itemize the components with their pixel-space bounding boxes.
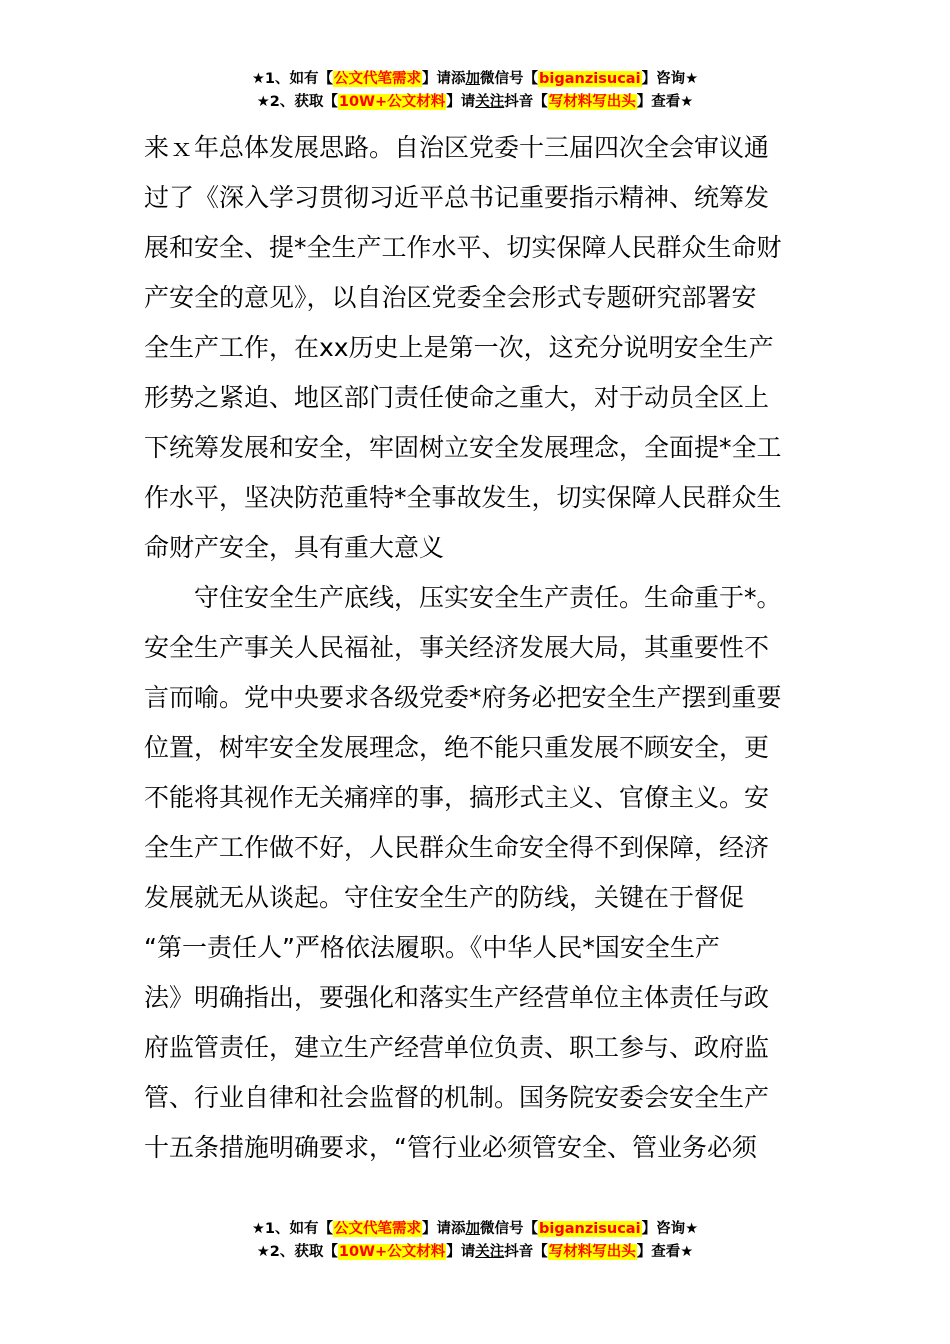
paragraph-line: 管、行业自律和社会监督的机制。国务院安委会安全生产 (144, 1083, 770, 1112)
paragraph-line: 产安全的意见》，以自治区党委全会形式专题研究部署安 (144, 283, 757, 312)
wechat-id: biganzisucai (539, 1221, 641, 1237)
paragraph-line: 位置，树牢安全发展理念，绝不能只重发展不顾安全，更 (144, 733, 770, 762)
paragraph-line: 命财产安全，具有重大意义 (144, 533, 445, 562)
document-body (144, 123, 804, 1173)
paragraph-line: 全生产工作做不好，人民群众生命安全得不到保障，经济 (144, 833, 770, 862)
highlight-materials: 10W+公文材料 (338, 1244, 446, 1260)
highlight-service: 公文代笔需求 (334, 71, 422, 87)
paragraph-line: 形势之紧迫、地区部门责任使命之重大，对于动员全区上 (144, 383, 770, 412)
highlight-materials: 10W+公文材料 (338, 94, 446, 110)
footer-banner (0, 1218, 950, 1264)
paragraph-line: 十五条措施明确要求，“管行业必须管安全、管业务必须 (144, 1133, 757, 1162)
highlight-service: 公文代笔需求 (334, 1221, 422, 1237)
header-line-2: ★2、获取【10W+公文材料】请关注抖音【写材料写出头】查看★ (256, 94, 694, 110)
paragraph-line: 全生产工作，在xx历史上是第一次，这充分说明安全生产 (144, 333, 774, 362)
header-banner (0, 68, 950, 114)
douyin-account: 写材料写出头 (548, 1244, 636, 1260)
paragraph-line: 过了《深入学习贯彻习近平总书记重要指示精神、统筹发 (144, 183, 770, 212)
wechat-id: biganzisucai (539, 71, 641, 87)
paragraph-line: 法》明确指出，要强化和落实生产经营单位主体责任与政 (144, 983, 770, 1012)
paragraph-line: 守住安全生产底线，压实安全生产责任。生命重于*。 (194, 583, 782, 612)
paragraph-line: 下统筹发展和安全，牢固树立安全发展理念，全面提*全工 (144, 433, 782, 462)
douyin-account: 写材料写出头 (548, 94, 636, 110)
paragraph-line: 府监管责任，建立生产经营单位负责、职工参与、政府监 (144, 1033, 770, 1062)
footer-line-1: ★1、如有【公文代笔需求】请添加微信号【biganzisucai】咨询★ (251, 1221, 699, 1237)
paragraph-line: 作水平，坚决防范重特*全事故发生，切实保障人民群众生 (144, 483, 782, 512)
paragraph-line: 安全生产事关人民福祉，事关经济发展大局，其重要性不 (144, 633, 770, 662)
paragraph-line: 展和安全、提*全生产工作水平、切实保障人民群众生命财 (144, 233, 782, 262)
footer-line-2: ★2、获取【10W+公文材料】请关注抖音【写材料写出头】查看★ (256, 1244, 694, 1260)
paragraph-line: 来ｘ年总体发展思路。自治区党委十三届四次全会审议通 (144, 133, 770, 162)
header-line-1: ★1、如有【公文代笔需求】请添加微信号【biganzisucai】咨询★ (251, 71, 699, 87)
paragraph-line: 不能将其视作无关痛痒的事，搞形式主义、官僚主义。安 (144, 783, 770, 812)
paragraph-line: 发展就无从谈起。守住安全生产的防线，关键在于督促 (144, 883, 745, 912)
paragraph-line: “第一责任人”严格依法履职。《中华人民*国安全生产 (144, 933, 720, 962)
paragraph-line: 言而喻。党中央要求各级党委*府务必把安全生产摆到重要 (144, 683, 782, 712)
